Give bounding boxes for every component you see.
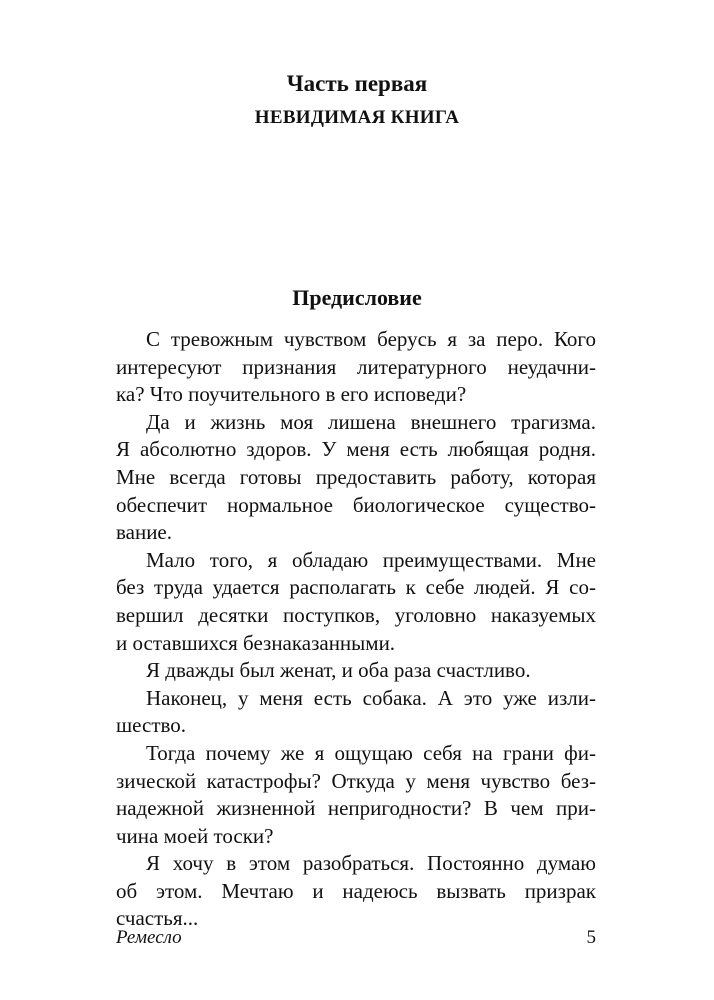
paragraph bbox=[116, 740, 596, 850]
book-title: НЕВИДИМАЯ КНИГА bbox=[254, 107, 460, 128]
text-line: вание. bbox=[116, 520, 173, 545]
text-line: Да и жизнь моя лишена внешнего трагизма. bbox=[146, 409, 596, 434]
text-line: счастья... bbox=[116, 906, 199, 931]
text-line: Я хочу в этом разобраться. Постоянно думаю bbox=[146, 851, 596, 876]
text-line: и оставшихся безнаказанными. bbox=[116, 630, 396, 655]
text-line: Мне всегда готовы предоставить работу, которая bbox=[116, 464, 596, 489]
section-title: Предисловие bbox=[292, 285, 422, 310]
page-number: 5 bbox=[586, 927, 596, 948]
text-line: Тогда почему же я ощущаю себя на грани фи- bbox=[146, 740, 596, 765]
paragraph bbox=[116, 326, 596, 409]
text-line: надежной жизненной непригодности? В чем при- bbox=[116, 796, 596, 821]
text-line: Наконец, у меня есть собака. А это уже изли- bbox=[146, 685, 596, 710]
paragraph bbox=[116, 409, 596, 547]
text-line: интересуют признания литературного неудачни- bbox=[116, 354, 596, 379]
body-text bbox=[116, 326, 596, 933]
text-line: чина моей тоски? bbox=[116, 823, 274, 848]
paragraph bbox=[116, 657, 596, 685]
running-title: Ремесло bbox=[116, 927, 182, 948]
paragraph bbox=[116, 850, 596, 933]
text-line: обеспечит нормальное биологическое существо- bbox=[116, 492, 596, 517]
text-line: об этом. Мечтаю и надеюсь вызвать призрак bbox=[116, 878, 596, 903]
text-line: ка? Что поучительного в его исповеди? bbox=[116, 382, 467, 407]
text-line: С тревожным чувством берусь я за перо. Кого bbox=[146, 327, 596, 351]
text-line: вершил десятки поступков, уголовно наказуемых bbox=[116, 602, 596, 627]
text-line: без труда удается располагать к себе людей. Я со- bbox=[116, 575, 596, 600]
paragraph bbox=[116, 685, 596, 740]
part-title: Часть первая bbox=[286, 71, 428, 96]
text-line: Я дважды был женат, и оба раза счастливо. bbox=[146, 658, 531, 683]
paragraph bbox=[116, 547, 596, 657]
text-line: шество. bbox=[116, 713, 187, 738]
text-line: зической катастрофы? Откуда у меня чувство без- bbox=[116, 768, 596, 793]
text-line: Я абсолютно здоров. У меня есть любящая родня. bbox=[116, 437, 596, 462]
text-line: Мало того, я обладаю преимуществами. Мне bbox=[146, 547, 596, 572]
